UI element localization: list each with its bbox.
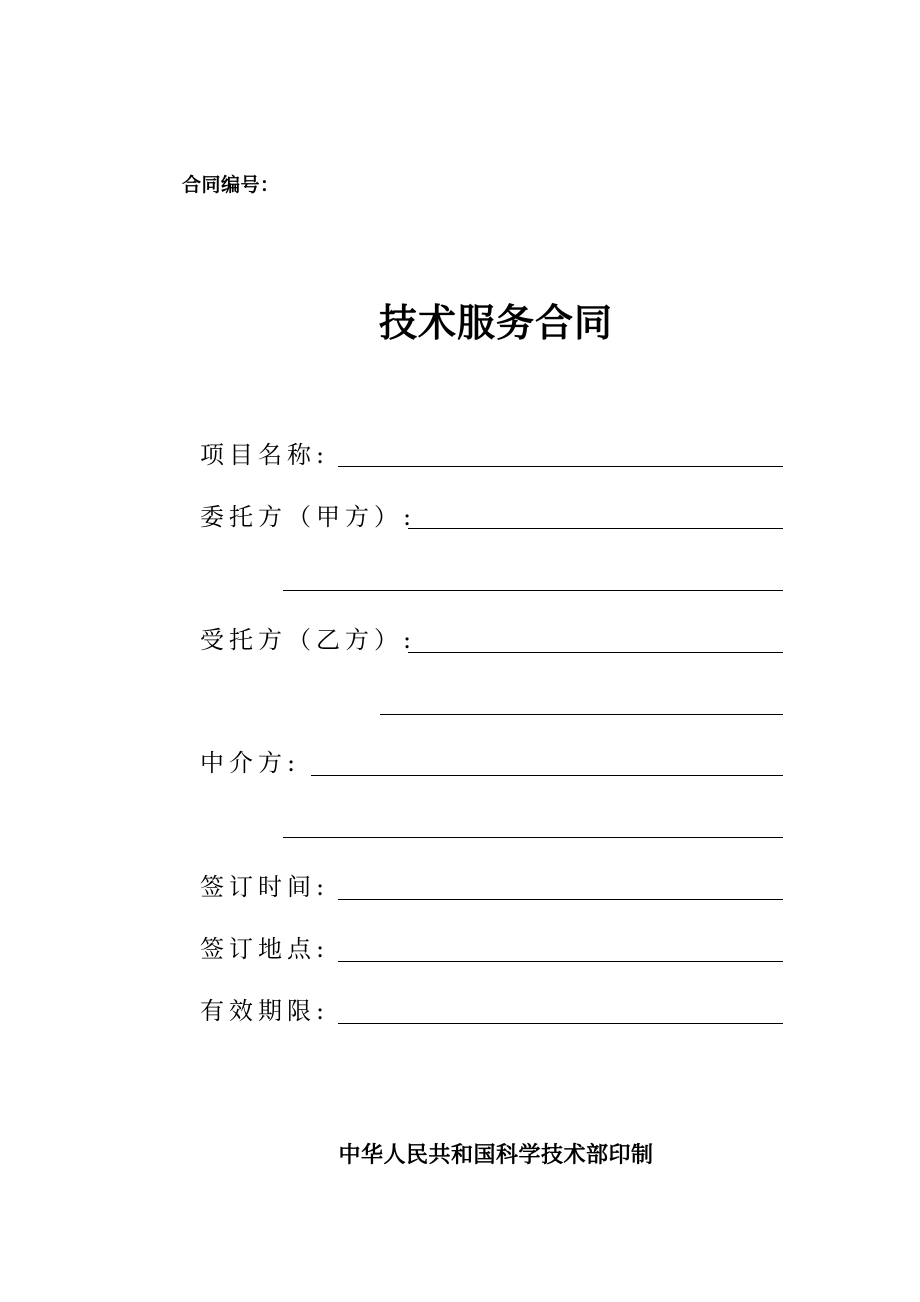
signing-date-line[interactable] (338, 899, 783, 900)
validity-line[interactable] (338, 1023, 783, 1024)
project-name-line[interactable] (338, 466, 783, 467)
contractor-label: 受托方（乙方）: (200, 626, 417, 654)
contractor-line[interactable] (408, 652, 783, 653)
project-name-label: 项目名称: (200, 441, 330, 469)
contract-number-label: 合同编号： (182, 174, 280, 196)
client-label: 委托方（甲方）: (200, 503, 417, 531)
client-line[interactable] (408, 528, 783, 529)
intermediary-label: 中介方: (200, 749, 301, 777)
signing-date-label: 签订时间: (200, 873, 330, 901)
document-title: 技术服务合同 (378, 301, 613, 345)
intermediary-line[interactable] (311, 775, 783, 776)
client-line-2[interactable] (283, 590, 783, 591)
signing-place-label: 签订地点: (200, 935, 330, 963)
printer-footer: 中华人民共和国科学技术部印制 (338, 1143, 654, 1168)
signing-place-line[interactable] (338, 961, 783, 962)
validity-label: 有效期限: (200, 997, 330, 1025)
contractor-line-2[interactable] (380, 714, 783, 715)
intermediary-line-2[interactable] (283, 837, 783, 838)
